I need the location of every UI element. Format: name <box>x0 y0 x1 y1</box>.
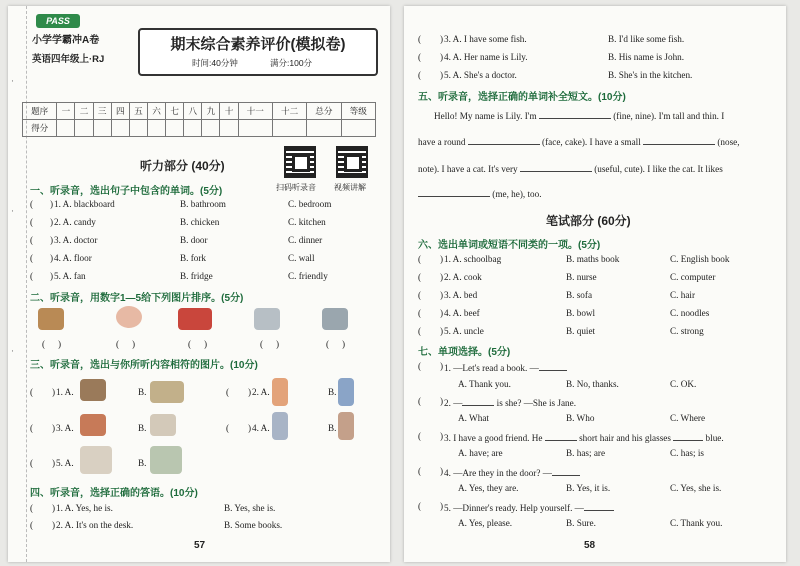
fill-blank[interactable] <box>545 431 577 441</box>
score-cell[interactable] <box>166 120 184 137</box>
paren: ( <box>30 423 34 433</box>
question-text <box>444 501 614 513</box>
passage-line <box>418 135 740 147</box>
option-b: B. No, thanks. <box>566 379 619 389</box>
option-c: C. computer <box>670 272 716 282</box>
option-b: B. Some books. <box>224 520 283 530</box>
question-text <box>444 396 576 408</box>
time-label: 时间:40分钟 <box>192 58 238 68</box>
paren: ( <box>30 458 34 468</box>
score-value-row <box>23 120 376 137</box>
paren: ) <box>248 387 252 397</box>
option-c: C. friendly <box>288 271 328 281</box>
option-b: B. Sure. <box>566 518 596 528</box>
right-page <box>404 6 786 562</box>
option-a: 5. A. She's a doctor. <box>444 70 517 80</box>
picture-4a <box>272 412 288 440</box>
paren: ( <box>30 199 34 209</box>
score-cell[interactable] <box>147 120 165 137</box>
option-a: 4. A. floor <box>54 253 92 263</box>
score-head-cell: 十二 <box>272 103 306 120</box>
score-head-cell: 十 <box>220 103 238 120</box>
curtain-picture <box>38 308 64 330</box>
paren: ) <box>52 520 56 530</box>
question-text <box>444 431 724 443</box>
paren: ( <box>226 423 230 433</box>
listening-heading: 听力部分 (40分) <box>140 159 225 173</box>
option-a: 5. A. uncle <box>444 326 484 336</box>
paren: ( <box>418 70 422 80</box>
passage-text: (useful, cute). I like the cat. It likes <box>594 164 723 174</box>
score-cell[interactable] <box>129 120 147 137</box>
option-c: C. has; is <box>670 448 704 458</box>
paren: ( <box>418 34 422 44</box>
score-cell[interactable] <box>341 120 375 137</box>
section-5-heading: 五、听录音，选择正确的单词补全短文。(10分) <box>418 92 626 103</box>
question-stem: 4. —Are they in the door? — <box>444 468 552 478</box>
fill-blank[interactable] <box>673 431 703 441</box>
question-text <box>444 361 567 373</box>
paren: ( <box>418 326 422 336</box>
option-b: B. nurse <box>566 272 597 282</box>
option-c: C. strong <box>670 326 704 336</box>
option-b: B. maths book <box>566 254 620 264</box>
paren: ( <box>116 339 120 349</box>
picture-4b <box>338 412 354 440</box>
paren: ) <box>440 501 444 511</box>
brand-badge: PASS <box>36 14 80 28</box>
paren: ) <box>440 396 444 406</box>
score-cell[interactable] <box>93 120 111 137</box>
option-b: B. <box>328 423 337 433</box>
paren: ( <box>418 308 422 318</box>
paren: ) <box>58 339 62 349</box>
score-head-cell: 题序 <box>23 103 57 120</box>
written-heading: 笔试部分 (60分) <box>546 214 631 228</box>
paren: ( <box>30 520 34 530</box>
paren: ) <box>440 308 444 318</box>
paren: ( <box>418 501 422 511</box>
paren: ) <box>50 253 54 263</box>
paren: ( <box>418 52 422 62</box>
paren: ) <box>440 290 444 300</box>
section-1-heading: 一、听录音，选出句子中包含的单词。(5分) <box>30 186 223 197</box>
option-a: 4. A. <box>252 423 270 433</box>
score-cell[interactable] <box>220 120 238 137</box>
score-head-cell: 七 <box>166 103 184 120</box>
option-b: B. quiet <box>566 326 596 336</box>
passage-text: Hello! My name is Lily. I'm <box>434 111 537 121</box>
option-a: 2. A. It's on the desk. <box>56 520 134 530</box>
paren: ) <box>204 339 208 349</box>
option-a: 4. A. beef <box>444 308 480 318</box>
paren: ) <box>440 431 444 441</box>
score-cell[interactable] <box>272 120 306 137</box>
option-c: C. wall <box>288 253 315 263</box>
paren: ( <box>42 339 46 349</box>
margin-char: · <box>11 206 14 216</box>
binding-margin <box>8 6 27 562</box>
score-cell[interactable] <box>184 120 202 137</box>
paren: ) <box>440 52 444 62</box>
fill-blank[interactable] <box>552 466 580 476</box>
option-b: B. fridge <box>180 271 213 281</box>
option-b: B. has; are <box>566 448 606 458</box>
score-cell[interactable] <box>202 120 220 137</box>
paren: ) <box>52 387 56 397</box>
paren: ( <box>30 253 34 263</box>
option-a: 2. A. <box>252 387 270 397</box>
option-c: C. bedroom <box>288 199 332 209</box>
score-head-cell: 六 <box>147 103 165 120</box>
section-7-heading: 七、单项选择。(5分) <box>418 347 511 358</box>
option-a: 3. A. doctor <box>54 235 98 245</box>
paren: ) <box>276 339 280 349</box>
paren: ( <box>30 387 34 397</box>
page-title: 期末综合素养评价(模拟卷) <box>170 36 346 53</box>
option-a: A. Yes, they are. <box>458 483 519 493</box>
fill-blank[interactable] <box>539 109 611 119</box>
girl-picture <box>116 306 142 328</box>
option-b: B. bowl <box>566 308 596 318</box>
fill-blank[interactable] <box>539 361 567 371</box>
paren: ) <box>440 466 444 476</box>
option-a: 5. A. <box>56 458 74 468</box>
question-stem: 2. — <box>444 398 463 408</box>
passage-line <box>418 187 542 199</box>
option-a: 1. A. <box>56 387 74 397</box>
option-c: C. Yes, she is. <box>670 483 722 493</box>
picture-5b <box>150 446 182 474</box>
passage-text: have a round <box>418 137 466 147</box>
knife-picture <box>254 308 280 330</box>
paren: ) <box>440 34 444 44</box>
paren: ( <box>418 396 422 406</box>
paren: ) <box>50 235 54 245</box>
score-cell[interactable] <box>57 120 75 137</box>
score-head-cell: 九 <box>202 103 220 120</box>
score-head-cell: 八 <box>184 103 202 120</box>
option-a: 2. A. cook <box>444 272 482 282</box>
section-3-heading: 三、听录音，选出与你所听内容相符的图片。(10分) <box>30 360 258 371</box>
paren: ) <box>248 423 252 433</box>
score-cell[interactable] <box>111 120 129 137</box>
option-b: B. chicken <box>180 217 220 227</box>
option-a: A. Thank you. <box>458 379 511 389</box>
fill-blank[interactable] <box>468 135 540 145</box>
option-a: 1. A. Yes, he is. <box>56 503 113 513</box>
margin-char: · <box>11 346 14 356</box>
margin-char: · <box>11 76 14 86</box>
paren: ( <box>418 290 422 300</box>
option-a: 1. A. schoolbag <box>444 254 502 264</box>
qr-code-video[interactable] <box>336 146 368 178</box>
picture-2a <box>272 378 288 406</box>
title-box <box>138 28 378 76</box>
car-picture <box>178 308 212 330</box>
option-c: C. hair <box>670 290 696 300</box>
paren: ( <box>226 387 230 397</box>
passage-line <box>434 109 724 121</box>
section-6-heading: 六、选出单词或短语不同类的一项。(5分) <box>418 240 601 251</box>
option-b: B. fork <box>180 253 207 263</box>
paren: ( <box>326 339 330 349</box>
option-b: B. Who <box>566 413 595 423</box>
picture-3b <box>150 414 176 436</box>
paren: ) <box>132 339 136 349</box>
paren: ( <box>260 339 264 349</box>
option-c: C. Thank you. <box>670 518 723 528</box>
option-a: 3. A. I have some fish. <box>444 34 527 44</box>
fork-picture <box>322 308 348 330</box>
question-stem: 1. —Let's read a book. — <box>444 363 539 373</box>
fill-blank[interactable] <box>418 187 490 197</box>
score-head-cell: 一 <box>57 103 75 120</box>
paren: ( <box>418 254 422 264</box>
paren: ) <box>440 326 444 336</box>
passage-text: (fine, nine). I'm tall and thin. I <box>613 111 725 121</box>
option-a: 3. A. bed <box>444 290 478 300</box>
option-b: B. door <box>180 235 208 245</box>
score-table <box>22 102 376 137</box>
score-head-cell: 总分 <box>307 103 341 120</box>
score-head-cell: 十一 <box>238 103 272 120</box>
paren: ( <box>30 271 34 281</box>
paren: ( <box>418 361 422 371</box>
page-number: 57 <box>194 540 206 551</box>
full-score-label: 满分:100分 <box>270 58 313 68</box>
option-b: B. <box>138 387 147 397</box>
option-c: C. dinner <box>288 235 323 245</box>
picture-2b <box>338 378 354 406</box>
section-2-heading: 二、听录音，用数字1—5给下列图片排序。(5分) <box>30 293 244 304</box>
passage-text: (face, cake). I have a small <box>542 137 641 147</box>
qr-video-label: 视频讲解 <box>334 183 366 192</box>
picture-5a <box>80 446 112 474</box>
question-text <box>444 466 580 478</box>
paren: ( <box>418 431 422 441</box>
subject-label: 英语四年级上·RJ <box>32 54 105 65</box>
option-a: A. What <box>458 413 489 423</box>
fill-blank[interactable] <box>584 501 614 511</box>
option-b: B. bathroom <box>180 199 226 209</box>
passage-text: note). I have a cat. It's very <box>418 164 518 174</box>
score-head-cell: 四 <box>111 103 129 120</box>
score-head-cell: 等级 <box>341 103 375 120</box>
option-c: C. English book <box>670 254 730 264</box>
question-stem: blue. <box>705 433 724 443</box>
fill-blank[interactable] <box>520 162 592 172</box>
paren: ( <box>188 339 192 349</box>
question-stem: 3. I have a good friend. He <box>444 433 543 443</box>
passage-line <box>418 162 723 174</box>
paren: ) <box>440 254 444 264</box>
paren: ) <box>440 361 444 371</box>
left-page <box>8 6 390 562</box>
score-cell[interactable] <box>75 120 93 137</box>
paren: ) <box>440 272 444 282</box>
option-a: 4. A. Her name is Lily. <box>444 52 528 62</box>
option-b: B. <box>328 387 337 397</box>
option-b: B. His name is John. <box>608 52 685 62</box>
score-label-cell: 得分 <box>23 120 57 137</box>
score-cell[interactable] <box>307 120 341 137</box>
paren: ) <box>50 199 54 209</box>
fill-blank[interactable] <box>462 396 494 406</box>
paren: ( <box>418 466 422 476</box>
option-a: 3. A. <box>56 423 74 433</box>
passage-text: (nose, <box>717 137 740 147</box>
option-b: B. sofa <box>566 290 593 300</box>
score-cell[interactable] <box>238 120 272 137</box>
passage-text: (me, he), too. <box>492 189 542 199</box>
paren: ) <box>440 70 444 80</box>
paren: ) <box>50 271 54 281</box>
series-name: 小学学霸冲A卷 <box>32 35 100 46</box>
option-b: B. <box>138 423 147 433</box>
paren: ) <box>342 339 346 349</box>
picture-1b <box>150 381 184 403</box>
picture-1a <box>80 379 106 401</box>
option-b: B. I'd like some fish. <box>608 34 685 44</box>
score-head-cell: 五 <box>129 103 147 120</box>
score-header-row <box>23 103 376 120</box>
option-b: B. <box>138 458 147 468</box>
paren: ( <box>30 235 34 245</box>
option-c: C. Where <box>670 413 706 423</box>
option-a: A. have; are <box>458 448 503 458</box>
option-c: C. noodles <box>670 308 710 318</box>
qr-code-audio[interactable] <box>284 146 316 178</box>
picture-3a <box>80 414 106 436</box>
option-c: C. kitchen <box>288 217 326 227</box>
fill-blank[interactable] <box>643 135 715 145</box>
option-a: 5. A. fan <box>54 271 86 281</box>
score-head-cell: 三 <box>93 103 111 120</box>
paren: ( <box>30 217 34 227</box>
paren: ) <box>52 503 56 513</box>
question-stem: is she? —She is Jane. <box>496 398 577 408</box>
question-stem: 5. —Dinner's ready. Help yourself. — <box>444 503 584 513</box>
paren: ) <box>52 458 56 468</box>
score-head-cell: 二 <box>75 103 93 120</box>
paren: ( <box>418 272 422 282</box>
page-number: 58 <box>584 540 596 551</box>
qr-audio-label: 扫码听录音 <box>276 183 316 192</box>
paren: ) <box>50 217 54 227</box>
question-stem: short hair and his glasses <box>579 433 671 443</box>
option-b: B. Yes, it is. <box>566 483 611 493</box>
section-4-heading: 四、听录音，选择正确的答语。(10分) <box>30 488 198 499</box>
option-a: 2. A. candy <box>54 217 96 227</box>
option-a: 1. A. blackboard <box>54 199 115 209</box>
option-b: B. Yes, she is. <box>224 503 276 513</box>
option-a: A. Yes, please. <box>458 518 513 528</box>
option-b: B. She's in the kitchen. <box>608 70 693 80</box>
paren: ( <box>30 503 34 513</box>
option-c: C. OK. <box>670 379 697 389</box>
paren: ) <box>52 423 56 433</box>
